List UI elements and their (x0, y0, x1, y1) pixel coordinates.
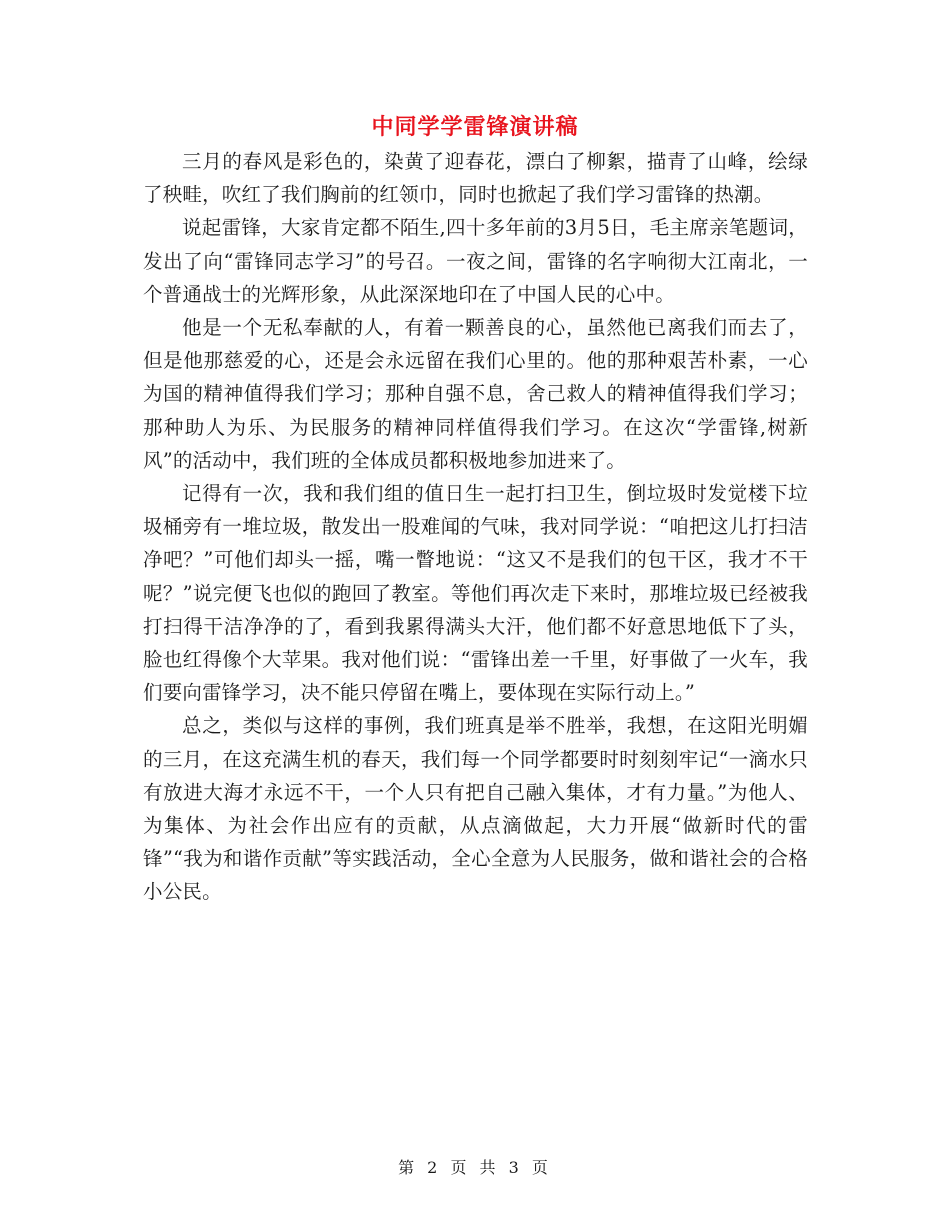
page-number-footer: 第 2 页 共 3 页 (398, 1158, 552, 1177)
paragraph-1: 三月的春风是彩色的，染黄了迎春花，漂白了柳絮，描青了山峰，绘绿了秧畦，吹红了我们胸前的红领巾，同时也掀起了我们学习雷锋的热潮。 (143, 150, 808, 207)
paragraph-2: 说起雷锋，大家肯定都不陌生,四十多年前的3月5日，毛主席亲笔题词，发出了向“雷锋同志学习”的号召。一夜之间，雷锋的名字响彻大江南北，一个普通战士的光辉形象，从此深深地印在了中国人民的心中。 (143, 216, 808, 306)
document-title: 中同学学雷锋演讲稿 (371, 115, 579, 140)
paragraph-3: 他是一个无私奉献的人，有着一颗善良的心，虽然他已离我们而去了，但是他那慈爱的心，还是会永远留在我们心里的。他的那种艰苦朴素，一心为国的精神值得我们学习；那种自强不息，舍己救人的精神值得我们学习；那种助人为乐、为民服务的精神同样值得我们学习。在这次“学雷锋,树新风”的活动中，我们班的全体成员都积极地参加进来了。 (143, 316, 808, 472)
paragraph-4: 记得有一次，我和我们组的值日生一起打扫卫生，倒垃圾时发觉楼下垃圾桶旁有一堆垃圾，散发出一股难闻的气味，我对同学说：“咱把这儿打扫洁净吧？”可他们却头一摇，嘴一瞥地说：“这又不是我们的包干区，我才不干呢？”说完便飞也似的跑回了教室。等他们再次走下来时，那堆垃圾已经被我打扫得干洁净净的了，看到我累得满头大汗，他们都不好意思地低下了头，脸也红得像个大苹果。我对他们说：“雷锋出差一千里，好事做了一火车，我们要向雷锋学习，决不能只停留在嘴上，要体现在实际行动上。” (143, 482, 808, 705)
document-body (143, 145, 808, 909)
paragraph-5: 总之，类似与这样的事例，我们班真是举不胜举，我想，在这阳光明媚的三月，在这充满生机的春天，我们每一个同学都要时时刻刻牢记“一滴水只有放进大海才永远不干，一个人只有把自己融入集体，才有力量。”为他人、为集体、为社会作出应有的贡献，从点滴做起，大力开展“做新时代的雷锋”“我为和谐作贡献”等实践活动，全心全意为人民服务，做和谐社会的合格小公民。 (143, 714, 808, 904)
